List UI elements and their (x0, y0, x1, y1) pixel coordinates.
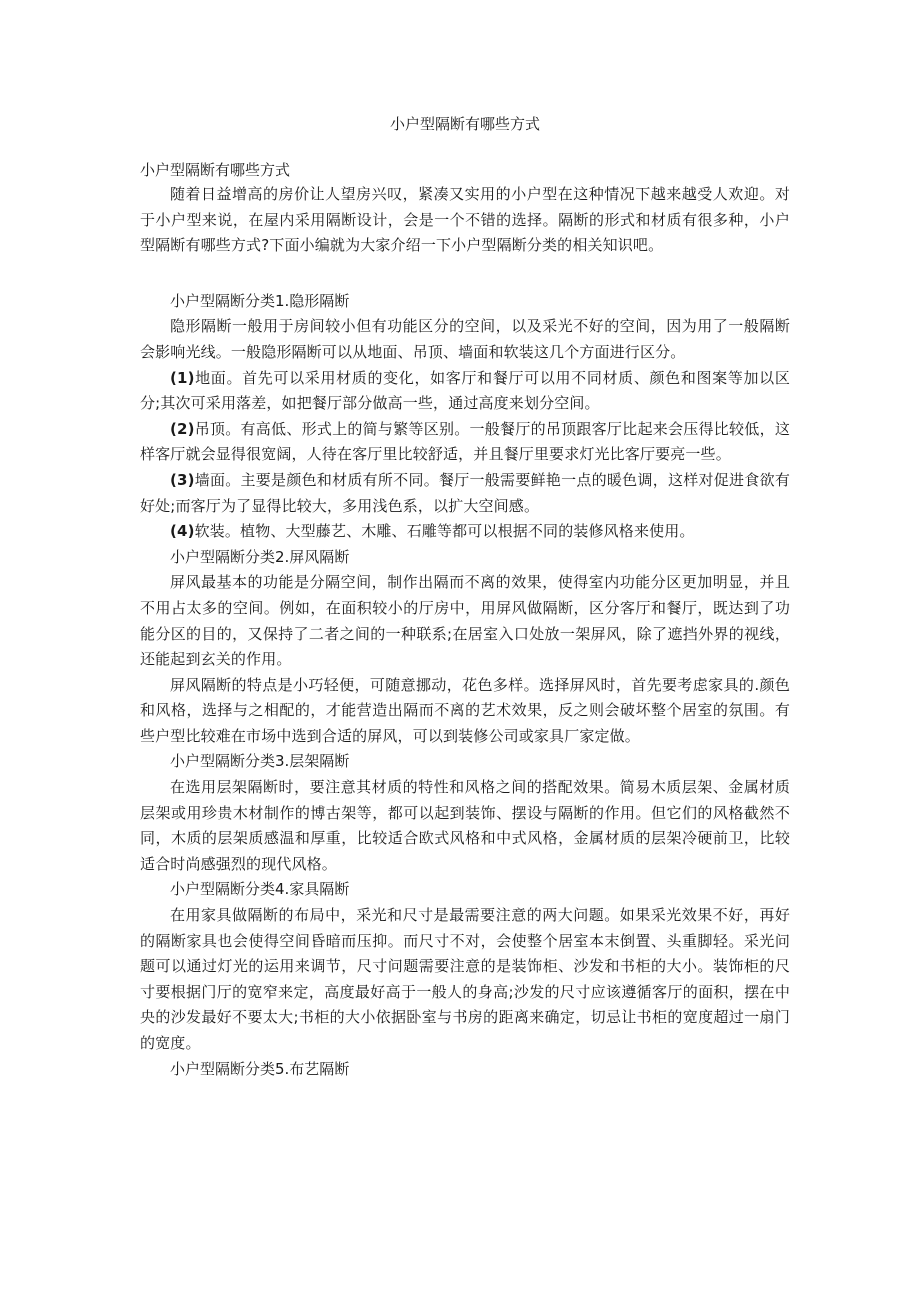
item-text: 软装。植物、大型藤艺、木雕、石雕等都可以根据不同的装修风格来使用。 (194, 522, 695, 541)
section-4-paragraph-1: 在用家具做隔断的布局中，采光和尺寸是最需要注意的两大问题。如果采光效果不好，再好的隔断家具也会使得空间昏暗而压抑。而尺寸不对，会使整个居室本末倒置、头重脚轻。采光问题可以通过灯光的运用来调节，尺寸问题需要注意的是装饰柜、沙发和书柜的大小。装饰柜的尺寸要根据门厅的宽窄来定，高度最好高于一般人的身高;沙发的尺寸应该遵循客厅的面积，摆在中央的沙发最好不要太大;书柜的大小依据卧室与书房的距离来确定，切忌让书柜的宽度超过一扇门的宽度。 (140, 906, 790, 1052)
section-1-item-3 (140, 468, 790, 519)
section-1-item-1 (140, 366, 790, 417)
document-subtitle: 小户型隔断有哪些方式 (140, 161, 291, 179)
section-2-paragraph-1: 屏风最基本的功能是分隔空间，制作出隔而不离的效果，使得室内功能分区更加明显，并且不用占太多的空间。例如，在面积较小的厅房中，用屏风做隔断，区分客厅和餐厅，既达到了功能分区的目的，又保持了二者之间的一种联系;在居室入口处放一架屏风，除了遮挡外界的视线，还能起到玄关的作用。 (140, 573, 790, 669)
section-2-paragraph-2: 屏风隔断的特点是小巧轻便，可随意挪动，花色多样。选择屏风时，首先要考虑家具的.颜色和风格，选择与之相配的，才能营造出隔而不离的艺术效果，反之则会破坏整个居室的氛围。有些户型比较难在市场中选到合适的屏风，可以到装修公司或家具厂家定做。 (140, 675, 790, 745)
section-1-item-2 (140, 417, 790, 468)
item-number: (2) (170, 419, 195, 438)
item-number: (1) (170, 368, 195, 387)
section-1-paragraph-1: 隐形隔断一般用于房间较小但有功能区分的空间，以及采光不好的空间，因为用了一般隔断会影响光线。一般隐形隔断可以从地面、吊顶、墙面和软装这几个方面进行区分。 (140, 317, 790, 361)
section-heading-3: 小户型隔断分类3.层架隔断 (170, 752, 350, 771)
section-spacer (140, 259, 790, 289)
section-heading-2: 小户型隔断分类2.屏风隔断 (170, 547, 350, 566)
section-1-item-4 (140, 519, 790, 545)
section-heading-1: 小户型隔断分类1.隐形隔断 (170, 291, 350, 310)
intro-paragraph: 随着日益增高的房价让人望房兴叹，紧凑又实用的小户型在这种情况下越来越受人欢迎。对于小户型来说，在屋内采用隔断设计，会是一个不错的选择。隔断的形式和材质有很多种，小户型隔断有哪些方式?下面小编就为大家介绍一下小户型隔断分类的相关知识吧。 (140, 185, 790, 255)
document-title: 小户型隔断有哪些方式 (389, 115, 540, 133)
section-heading-4: 小户型隔断分类4.家具隔断 (170, 880, 350, 899)
item-text: 吊顶。有高低、形式上的简与繁等区别。一般餐厅的吊顶跟客厅比起来会压得比较低，这样客厅就会显得很宽阔，人待在客厅里比较舒适，并且餐厅里要求灯光比客厅要亮一些。 (140, 419, 790, 464)
document-page (140, 112, 790, 1082)
section-heading-5: 小户型隔断分类5.布艺隔断 (170, 1059, 350, 1078)
item-number: (3) (170, 470, 195, 489)
item-text: 墙面。主要是颜色和材质有所不同。餐厅一般需要鲜艳一点的暖色调，这样对促进食欲有好处;而客厅为了显得比较大，多用浅色系，以扩大空间感。 (140, 470, 790, 515)
item-text: 地面。首先可以采用材质的变化，如客厅和餐厅可以用不同材质、颜色和图案等加以区分;其次可采用落差，如把餐厅部分做高一些，通过高度来划分空间。 (140, 368, 790, 413)
section-3-paragraph-1: 在选用层架隔断时，要注意其材质的特性和风格之间的搭配效果。简易木质层架、金属材质层架或用珍贵木材制作的博古架等，都可以起到装饰、摆设与隔断的作用。但它们的风格截然不同，木质的层架质感温和厚重，比较适合欧式风格和中式风格，金属材质的层架冷硬前卫，比较适合时尚感强烈的现代风格。 (140, 778, 790, 873)
item-number: (4) (170, 522, 195, 541)
